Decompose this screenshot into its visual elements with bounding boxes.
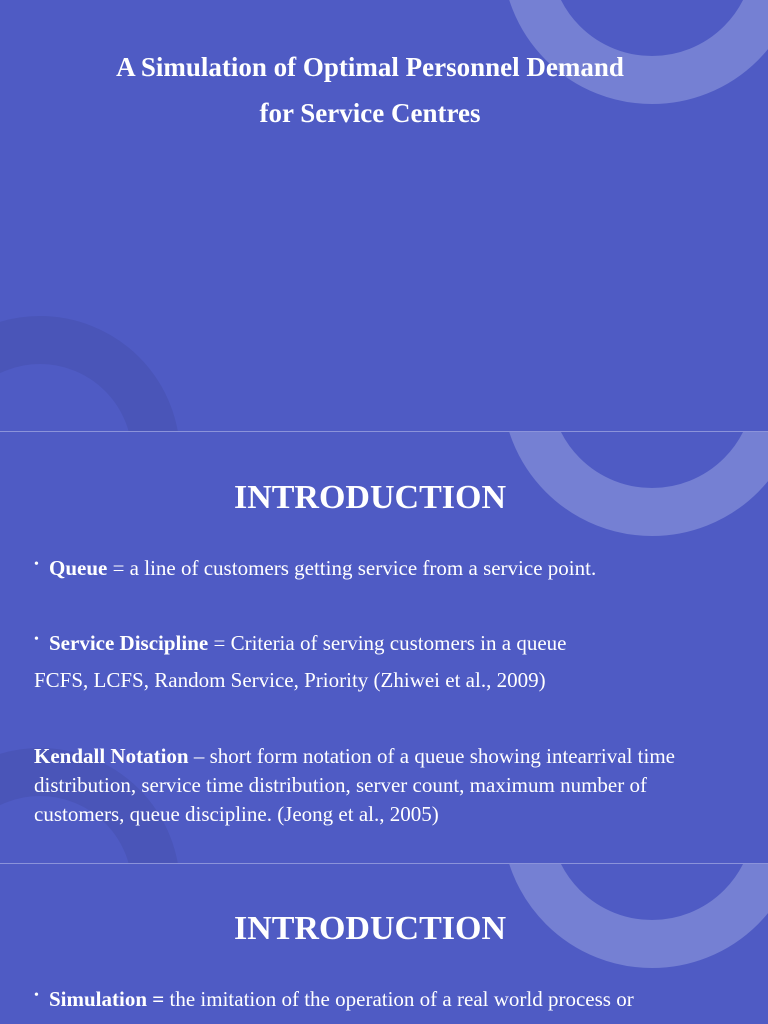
- bullet-service-discipline: [34, 629, 714, 658]
- title-slide: [0, 0, 768, 432]
- kendall-term: Kendall Notation: [34, 744, 189, 768]
- introduction-slide-2: [0, 864, 768, 1024]
- bullet-icon: •: [34, 557, 39, 572]
- presentation-title: [0, 44, 740, 136]
- discipline-term: Service Discipline: [49, 631, 209, 655]
- introduction-slide-1: [0, 432, 768, 864]
- kendall-definition: – short form notation of a queue showing intearrival time distribution, service time distribution, server count, maximum number of customers, queue discipline. (Jeong et al., 2005): [34, 744, 675, 826]
- kendall-notation-paragraph: [34, 742, 714, 829]
- slide-heading: INTRODUCTION: [233, 910, 507, 947]
- simulation-term: Simulation =: [49, 987, 165, 1011]
- discipline-definition: = Criteria of serving customers in a queue: [208, 631, 567, 655]
- queue-term: Queue: [49, 556, 108, 580]
- bullet-icon: •: [34, 632, 39, 647]
- title-line-1: A Simulation of Optimal Personnel Demand: [116, 52, 624, 82]
- simulation-definition: the imitation of the operation of a real world process or: [164, 987, 634, 1011]
- bullet-icon: •: [34, 988, 39, 1003]
- bullet-simulation: [34, 985, 714, 1014]
- title-line-2: for Service Centres: [259, 98, 481, 128]
- queue-definition: = a line of customers getting service from a service point.: [107, 556, 597, 580]
- discipline-examples: FCFS, LCFS, Random Service, Priority (Zhiwei et al., 2009): [34, 668, 546, 692]
- decorative-ring-bottom-left: [0, 316, 180, 432]
- slide-heading: INTRODUCTION: [233, 479, 507, 516]
- bullet-queue: [34, 554, 714, 583]
